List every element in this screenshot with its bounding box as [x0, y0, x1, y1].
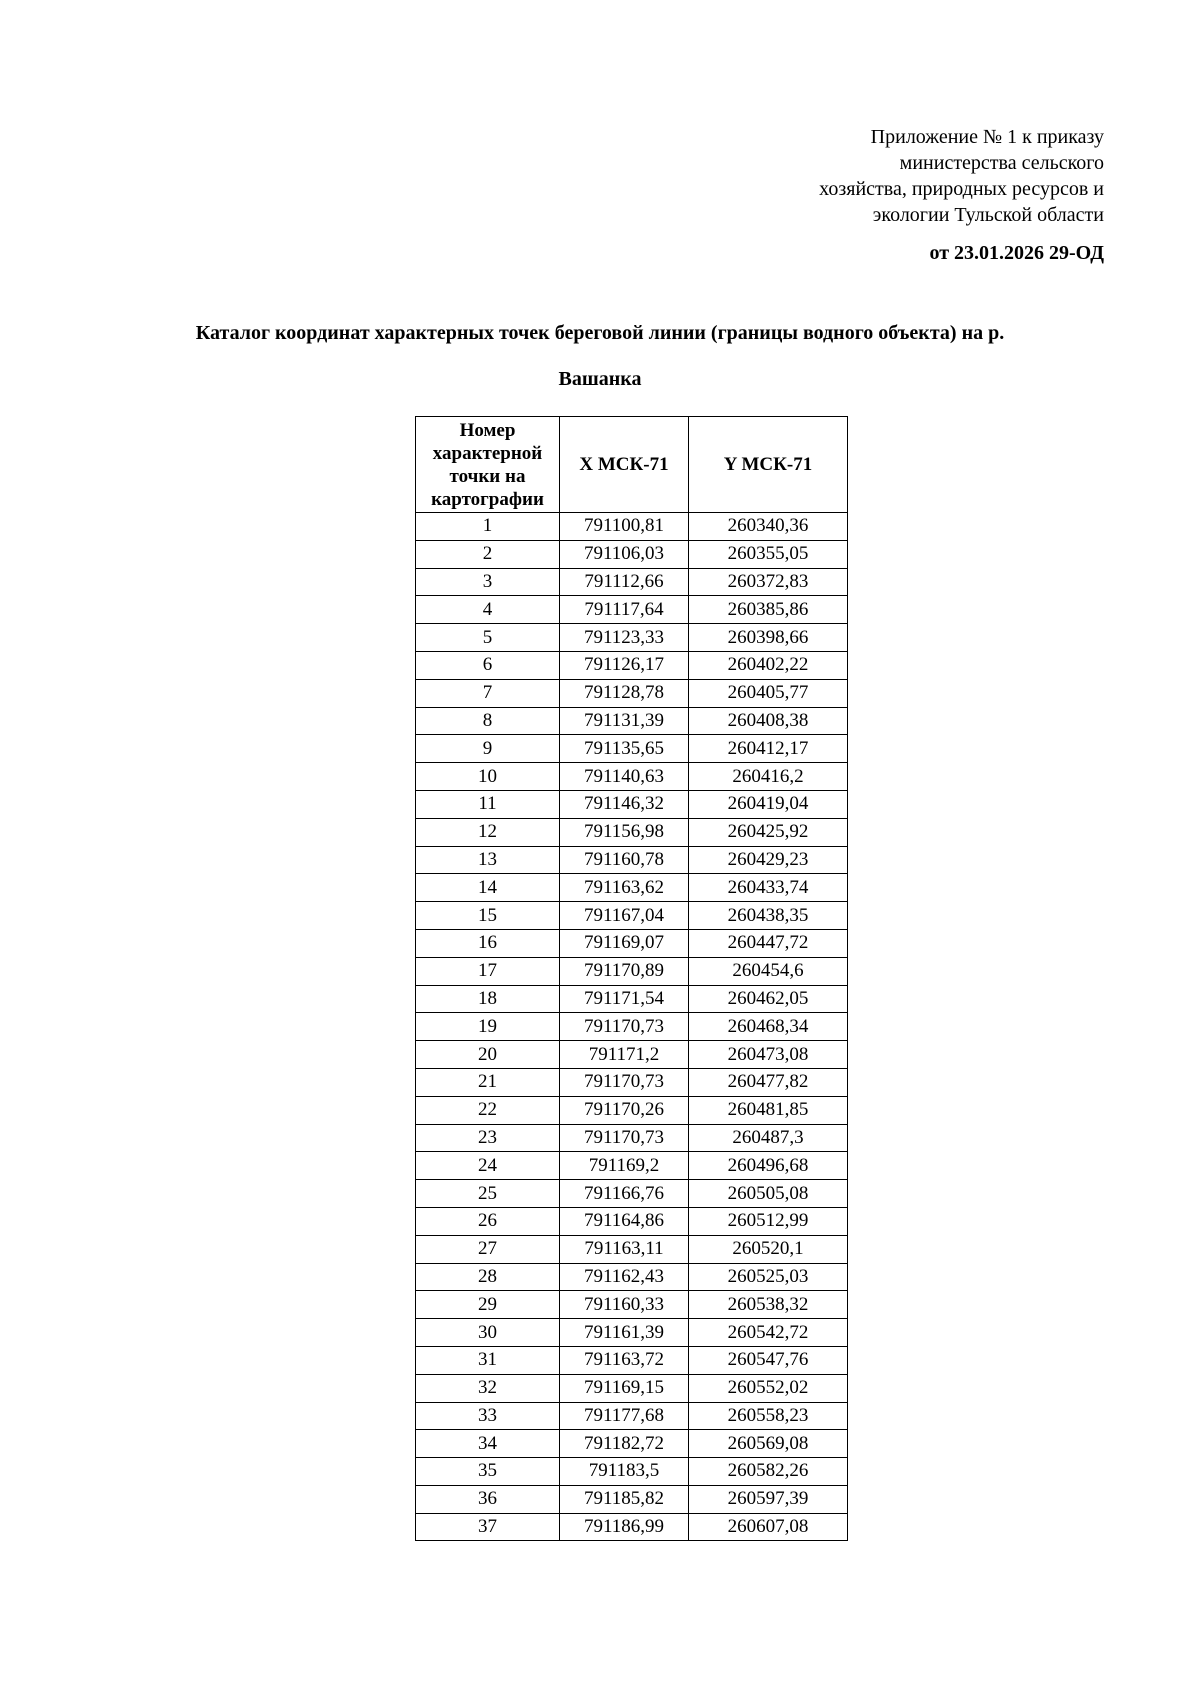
- table-row: [416, 1319, 848, 1347]
- table-row: [416, 1041, 848, 1069]
- cell-y-coordinate: 260597,39: [689, 1485, 848, 1513]
- cell-y-coordinate: 260416,2: [689, 763, 848, 791]
- cell-y-coordinate: 260462,05: [689, 985, 848, 1013]
- cell-x-coordinate: 791167,04: [560, 902, 689, 930]
- cell-point-number: 31: [416, 1346, 560, 1374]
- cell-point-number: 12: [416, 818, 560, 846]
- cell-y-coordinate: 260558,23: [689, 1402, 848, 1430]
- cell-x-coordinate: 791128,78: [560, 679, 689, 707]
- cell-y-coordinate: 260372,83: [689, 568, 848, 596]
- cell-y-coordinate: 260385,86: [689, 596, 848, 624]
- cell-y-coordinate: 260477,82: [689, 1068, 848, 1096]
- cell-y-coordinate: 260433,74: [689, 874, 848, 902]
- cell-point-number: 19: [416, 1013, 560, 1041]
- table-row: [416, 790, 848, 818]
- cell-x-coordinate: 791135,65: [560, 735, 689, 763]
- appendix-header: [584, 124, 1104, 266]
- cell-x-coordinate: 791160,33: [560, 1291, 689, 1319]
- cell-x-coordinate: 791161,39: [560, 1319, 689, 1347]
- cell-x-coordinate: 791177,68: [560, 1402, 689, 1430]
- table-row: [416, 707, 848, 735]
- cell-x-coordinate: 791156,98: [560, 818, 689, 846]
- cell-y-coordinate: 260525,03: [689, 1263, 848, 1291]
- cell-point-number: 27: [416, 1235, 560, 1263]
- cell-point-number: 2: [416, 540, 560, 568]
- table-row: [416, 1180, 848, 1208]
- cell-x-coordinate: 791170,89: [560, 957, 689, 985]
- column-header-point: Номер характерной точки на картографии: [416, 417, 560, 513]
- table-row: [416, 735, 848, 763]
- column-header-x: X МСК-71: [560, 417, 689, 513]
- cell-x-coordinate: 791170,73: [560, 1068, 689, 1096]
- order-reference: от 23.01.2026 29-ОД: [929, 242, 1104, 264]
- cell-y-coordinate: 260569,08: [689, 1430, 848, 1458]
- cell-x-coordinate: 791170,26: [560, 1096, 689, 1124]
- cell-x-coordinate: 791117,64: [560, 596, 689, 624]
- appendix-line: Приложение № 1 к приказу: [870, 126, 1104, 148]
- table-row: [416, 1291, 848, 1319]
- cell-x-coordinate: 791183,5: [560, 1458, 689, 1486]
- table-row: [416, 596, 848, 624]
- cell-y-coordinate: 260512,99: [689, 1207, 848, 1235]
- table-row: [416, 1096, 848, 1124]
- cell-point-number: 17: [416, 957, 560, 985]
- table-row: [416, 846, 848, 874]
- table-row: [416, 763, 848, 791]
- table-row: [416, 1263, 848, 1291]
- cell-x-coordinate: 791170,73: [560, 1013, 689, 1041]
- cell-point-number: 10: [416, 763, 560, 791]
- cell-point-number: 1: [416, 513, 560, 541]
- table-row: [416, 651, 848, 679]
- appendix-line: экологии Тульской области: [872, 204, 1104, 226]
- table-row: [416, 568, 848, 596]
- cell-y-coordinate: 260454,6: [689, 957, 848, 985]
- table-row: [416, 1124, 848, 1152]
- table-row: [416, 1235, 848, 1263]
- cell-x-coordinate: 791163,72: [560, 1346, 689, 1374]
- cell-x-coordinate: 791186,99: [560, 1513, 689, 1541]
- cell-y-coordinate: 260355,05: [689, 540, 848, 568]
- column-header-y: Y МСК-71: [689, 417, 848, 513]
- cell-x-coordinate: 791169,15: [560, 1374, 689, 1402]
- cell-x-coordinate: 791160,78: [560, 846, 689, 874]
- table-row: [416, 1430, 848, 1458]
- table-row: [416, 1458, 848, 1486]
- cell-point-number: 25: [416, 1180, 560, 1208]
- table-row: [416, 985, 848, 1013]
- cell-y-coordinate: 260487,3: [689, 1124, 848, 1152]
- table-header-row: [416, 417, 848, 513]
- table-row: [416, 818, 848, 846]
- cell-y-coordinate: 260447,72: [689, 929, 848, 957]
- table-row: [416, 1068, 848, 1096]
- table-body: [416, 513, 848, 1541]
- cell-point-number: 5: [416, 624, 560, 652]
- cell-point-number: 37: [416, 1513, 560, 1541]
- table-row: [416, 1485, 848, 1513]
- cell-y-coordinate: 260438,35: [689, 902, 848, 930]
- table-row: [416, 957, 848, 985]
- document-title-line: Вашанка: [558, 368, 642, 390]
- cell-y-coordinate: 260425,92: [689, 818, 848, 846]
- cell-x-coordinate: 791126,17: [560, 651, 689, 679]
- cell-x-coordinate: 791100,81: [560, 513, 689, 541]
- cell-y-coordinate: 260520,1: [689, 1235, 848, 1263]
- cell-x-coordinate: 791171,2: [560, 1041, 689, 1069]
- cell-point-number: 23: [416, 1124, 560, 1152]
- cell-x-coordinate: 791166,76: [560, 1180, 689, 1208]
- cell-x-coordinate: 791163,62: [560, 874, 689, 902]
- table-row: [416, 624, 848, 652]
- table-row: [416, 1374, 848, 1402]
- cell-point-number: 28: [416, 1263, 560, 1291]
- cell-y-coordinate: 260340,36: [689, 513, 848, 541]
- cell-y-coordinate: 260481,85: [689, 1096, 848, 1124]
- cell-y-coordinate: 260473,08: [689, 1041, 848, 1069]
- cell-y-coordinate: 260408,38: [689, 707, 848, 735]
- cell-point-number: 14: [416, 874, 560, 902]
- cell-y-coordinate: 260496,68: [689, 1152, 848, 1180]
- table-row: [416, 513, 848, 541]
- table-row: [416, 929, 848, 957]
- cell-point-number: 16: [416, 929, 560, 957]
- document-title: [120, 310, 1080, 402]
- cell-point-number: 33: [416, 1402, 560, 1430]
- cell-y-coordinate: 260468,34: [689, 1013, 848, 1041]
- table-row: [416, 1207, 848, 1235]
- cell-point-number: 8: [416, 707, 560, 735]
- cell-point-number: 22: [416, 1096, 560, 1124]
- cell-point-number: 35: [416, 1458, 560, 1486]
- cell-y-coordinate: 260505,08: [689, 1180, 848, 1208]
- cell-point-number: 24: [416, 1152, 560, 1180]
- cell-point-number: 9: [416, 735, 560, 763]
- table-row: [416, 874, 848, 902]
- cell-y-coordinate: 260398,66: [689, 624, 848, 652]
- cell-point-number: 6: [416, 651, 560, 679]
- appendix-line: хозяйства, природных ресурсов и: [819, 178, 1104, 200]
- cell-x-coordinate: 791185,82: [560, 1485, 689, 1513]
- cell-point-number: 34: [416, 1430, 560, 1458]
- cell-x-coordinate: 791170,73: [560, 1124, 689, 1152]
- table-row: [416, 1152, 848, 1180]
- cell-x-coordinate: 791131,39: [560, 707, 689, 735]
- cell-point-number: 3: [416, 568, 560, 596]
- table-row: [416, 902, 848, 930]
- cell-y-coordinate: 260412,17: [689, 735, 848, 763]
- cell-point-number: 15: [416, 902, 560, 930]
- cell-point-number: 18: [416, 985, 560, 1013]
- cell-x-coordinate: 791123,33: [560, 624, 689, 652]
- cell-x-coordinate: 791169,2: [560, 1152, 689, 1180]
- cell-x-coordinate: 791164,86: [560, 1207, 689, 1235]
- cell-y-coordinate: 260419,04: [689, 790, 848, 818]
- cell-x-coordinate: 791171,54: [560, 985, 689, 1013]
- appendix-line: министерства сельского: [899, 152, 1104, 174]
- coordinates-table: [415, 416, 848, 1541]
- cell-y-coordinate: 260405,77: [689, 679, 848, 707]
- cell-y-coordinate: 260402,22: [689, 651, 848, 679]
- document-title-line: Каталог координат характерных точек береговой линии (границы водного объекта) на р.: [195, 322, 1005, 344]
- cell-x-coordinate: 791162,43: [560, 1263, 689, 1291]
- cell-x-coordinate: 791163,11: [560, 1235, 689, 1263]
- cell-x-coordinate: 791140,63: [560, 763, 689, 791]
- cell-y-coordinate: 260538,32: [689, 1291, 848, 1319]
- table-row: [416, 679, 848, 707]
- table-row: [416, 1013, 848, 1041]
- cell-y-coordinate: 260429,23: [689, 846, 848, 874]
- cell-point-number: 29: [416, 1291, 560, 1319]
- cell-point-number: 13: [416, 846, 560, 874]
- cell-point-number: 20: [416, 1041, 560, 1069]
- cell-x-coordinate: 791106,03: [560, 540, 689, 568]
- table-row: [416, 1513, 848, 1541]
- cell-y-coordinate: 260542,72: [689, 1319, 848, 1347]
- cell-point-number: 21: [416, 1068, 560, 1096]
- table-row: [416, 1346, 848, 1374]
- cell-point-number: 36: [416, 1485, 560, 1513]
- cell-y-coordinate: 260552,02: [689, 1374, 848, 1402]
- cell-point-number: 32: [416, 1374, 560, 1402]
- cell-x-coordinate: 791146,32: [560, 790, 689, 818]
- cell-x-coordinate: 791112,66: [560, 568, 689, 596]
- cell-x-coordinate: 791169,07: [560, 929, 689, 957]
- cell-point-number: 11: [416, 790, 560, 818]
- table-row: [416, 1402, 848, 1430]
- cell-point-number: 30: [416, 1319, 560, 1347]
- cell-point-number: 7: [416, 679, 560, 707]
- cell-point-number: 26: [416, 1207, 560, 1235]
- cell-point-number: 4: [416, 596, 560, 624]
- cell-y-coordinate: 260547,76: [689, 1346, 848, 1374]
- cell-x-coordinate: 791182,72: [560, 1430, 689, 1458]
- table-row: [416, 540, 848, 568]
- cell-y-coordinate: 260582,26: [689, 1458, 848, 1486]
- cell-y-coordinate: 260607,08: [689, 1513, 848, 1541]
